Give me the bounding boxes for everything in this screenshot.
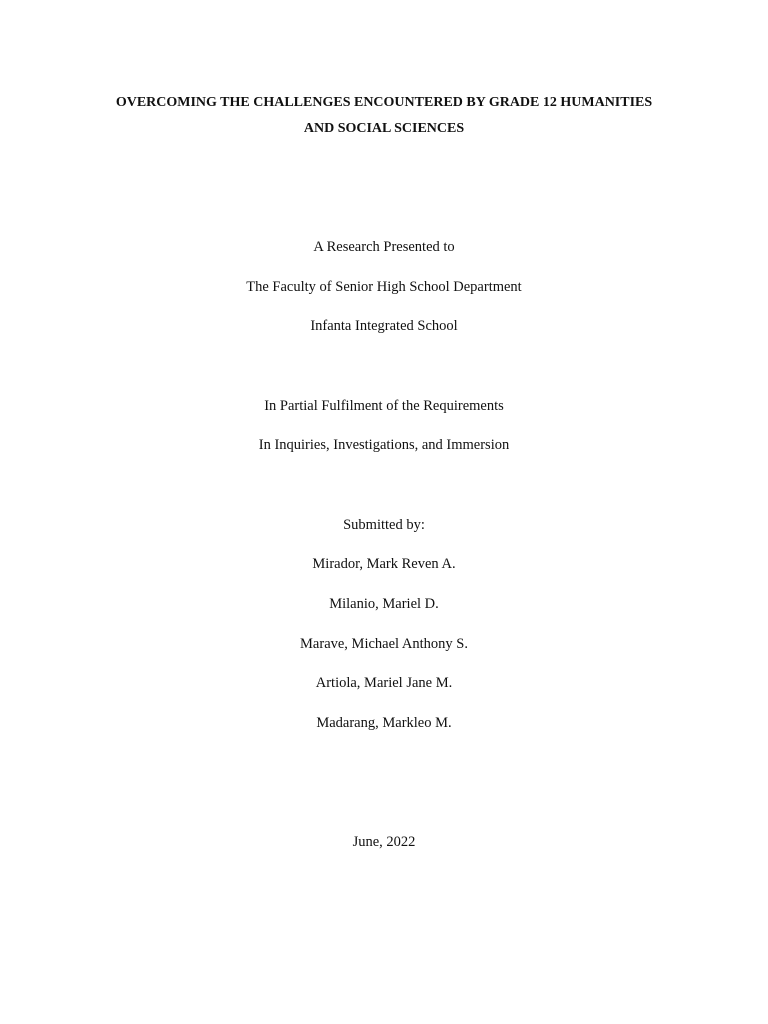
title-line-1: OVERCOMING THE CHALLENGES ENCOUNTERED BY GRADE 12 HUMANITIES	[115, 95, 653, 110]
presented-to: A Research Presented to	[313, 239, 455, 255]
fulfilment-line-1: In Partial Fulfilment of the Requirements	[264, 398, 504, 414]
author-name: Marave, Michael Anthony S.	[300, 636, 468, 652]
school-name: Infanta Integrated School	[310, 318, 458, 334]
submitted-by-label: Submitted by:	[343, 517, 425, 533]
title-line-2: AND SOCIAL SCIENCES	[303, 121, 465, 136]
fulfilment-line-2: In Inquiries, Investigations, and Immersion	[258, 437, 510, 453]
author-name: Milanio, Mariel D.	[329, 596, 439, 612]
submission-date: June, 2022	[352, 834, 416, 850]
author-name: Mirador, Mark Reven A.	[312, 556, 456, 572]
author-name: Madarang, Markleo M.	[316, 715, 452, 731]
author-name: Artiola, Mariel Jane M.	[315, 675, 453, 691]
faculty-department: The Faculty of Senior High School Department	[246, 279, 522, 295]
